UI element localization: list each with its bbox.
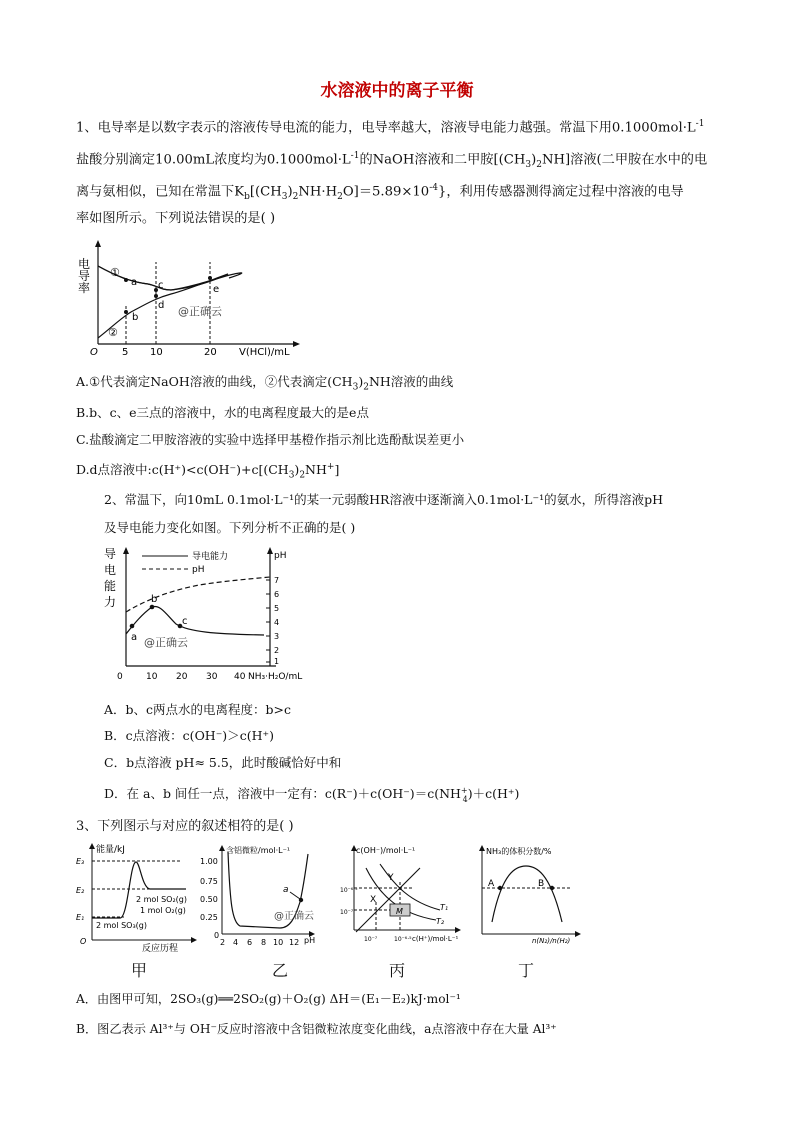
svg-text:反应历程: 反应历程 bbox=[142, 944, 179, 952]
svg-text:导: 导 bbox=[78, 269, 91, 283]
svg-text:A: A bbox=[488, 879, 495, 889]
svg-text:c: c bbox=[158, 280, 164, 291]
svg-text:5: 5 bbox=[122, 347, 129, 358]
svg-text:M: M bbox=[396, 907, 403, 916]
svg-text:B: B bbox=[538, 879, 545, 889]
svg-text:b: b bbox=[132, 312, 139, 323]
svg-text:0.75: 0.75 bbox=[200, 877, 218, 886]
svg-text:2 mol SO₂(g): 2 mol SO₂(g) bbox=[136, 895, 187, 904]
svg-text:n(N₂)/n(H₂): n(N₂)/n(H₂) bbox=[532, 937, 571, 945]
q1-line2: 盐酸分别滴定10.00mL浓度均为$0.1000mol\cdot L^{-1}$的NaOH溶液和二甲胺$[(CH_3)_2NH]$溶液(二甲胺在水中的电 bbox=[76, 151, 708, 171]
svg-text:6: 6 bbox=[247, 938, 253, 947]
svg-text:能量/kJ: 能量/kJ bbox=[96, 845, 125, 855]
svg-text:NH₃的体积分数/%: NH₃的体积分数/% bbox=[486, 847, 552, 856]
svg-text:10: 10 bbox=[150, 347, 163, 358]
svg-text:2: 2 bbox=[220, 938, 226, 947]
svg-text:pH: pH bbox=[274, 551, 287, 561]
svg-text:0.50: 0.50 bbox=[200, 895, 218, 904]
q1-line3: 离与氨相似，已知在常温下$K_b[(CH_3)_2NH\cdot H_2O]=5.89\times 10^{-4}$}，利用传感器测得滴定过程中溶液的电导 bbox=[76, 183, 684, 203]
svg-text:O: O bbox=[80, 937, 87, 946]
q3-graph-yi bbox=[200, 842, 328, 950]
svg-text:T₂: T₂ bbox=[436, 917, 445, 926]
svg-text:8: 8 bbox=[261, 938, 267, 947]
caption-yi: 乙 bbox=[272, 963, 289, 980]
svg-text:10: 10 bbox=[273, 938, 284, 947]
svg-text:a: a bbox=[131, 277, 138, 288]
q2-option-d[interactable]: D．在 a、b 间任一点，溶液中一定有：$c(R^-)+c(OH^-)=c(NH^+_4)+c(H^+)$ bbox=[104, 785, 520, 804]
svg-text:4: 4 bbox=[233, 938, 239, 947]
page-title: 水溶液中的离子平衡 bbox=[320, 81, 474, 101]
svg-text:导: 导 bbox=[104, 547, 117, 561]
q1-conductivity-graph bbox=[76, 238, 336, 360]
svg-text:力: 力 bbox=[104, 595, 117, 609]
svg-text:率: 率 bbox=[78, 281, 91, 295]
svg-text:7: 7 bbox=[274, 576, 280, 585]
svg-text:c(H⁺)/mol·L⁻¹: c(H⁺)/mol·L⁻¹ bbox=[412, 935, 459, 943]
q1-option-b[interactable]: B.b、c、e三点的溶液中，水的电离程度最大的是e点 bbox=[76, 405, 369, 420]
svg-text:10⁻⁶·⁵: 10⁻⁶·⁵ bbox=[394, 936, 412, 943]
q2-conductivity-ph-graph bbox=[104, 544, 304, 686]
svg-text:@正确云: @正确云 bbox=[178, 305, 222, 318]
svg-text:12: 12 bbox=[289, 938, 300, 947]
svg-text:电: 电 bbox=[104, 563, 117, 577]
q3-graph-bing bbox=[340, 842, 468, 952]
q3-graph-ding bbox=[474, 842, 584, 950]
svg-text:Y: Y bbox=[388, 873, 394, 883]
svg-text:@正确云: @正确云 bbox=[144, 636, 188, 649]
svg-text:pH: pH bbox=[192, 565, 205, 575]
svg-text:30: 30 bbox=[206, 672, 218, 682]
svg-text:1 mol O₂(g): 1 mol O₂(g) bbox=[140, 906, 186, 915]
q2-line2: 及导电能力变化如图。下列分析不正确的是( ) bbox=[104, 520, 356, 535]
svg-text:d: d bbox=[158, 300, 165, 311]
svg-text:3: 3 bbox=[274, 632, 280, 641]
svg-text:10: 10 bbox=[146, 672, 158, 682]
svg-text:c(OH⁻)/mol·L⁻¹: c(OH⁻)/mol·L⁻¹ bbox=[356, 846, 416, 855]
svg-text:10⁻⁶·⁵: 10⁻⁶·⁵ bbox=[340, 887, 358, 894]
svg-text:@正确云: @正确云 bbox=[274, 911, 314, 922]
svg-text:pH: pH bbox=[304, 936, 316, 945]
svg-text:e: e bbox=[213, 284, 220, 295]
q1-line4: 率如图所示。下列说法错误的是( ) bbox=[76, 211, 276, 226]
caption-bing: 丙 bbox=[389, 963, 406, 980]
q2-option-b[interactable]: B．c点溶液：c(OH⁻)＞c(H⁺) bbox=[104, 728, 274, 743]
svg-text:5: 5 bbox=[274, 604, 280, 613]
svg-text:2: 2 bbox=[274, 646, 280, 655]
svg-text:T₁: T₁ bbox=[440, 903, 449, 912]
svg-text:E₃: E₃ bbox=[76, 857, 85, 866]
caption-ding: 丁 bbox=[518, 963, 535, 980]
svg-text:40: 40 bbox=[234, 672, 246, 682]
q3-option-a[interactable]: A．由图甲可知，2SO₃(g)══2SO₂(g)＋O₂(g) ΔH＝(E₁－E₂)kJ·mol⁻¹ bbox=[76, 992, 461, 1006]
svg-text:b: b bbox=[151, 594, 158, 605]
q3-option-b[interactable]: B．图乙表示 Al³⁺与 OH⁻反应时溶液中含铝微粒浓度变化曲线，a点溶液中存在大量 Al³⁺ bbox=[76, 1022, 557, 1036]
q3-graph-jia bbox=[76, 840, 200, 952]
svg-text:2 mol SO₃(g): 2 mol SO₃(g) bbox=[96, 921, 147, 930]
svg-text:V(HCl)/mL: V(HCl)/mL bbox=[239, 347, 290, 358]
q3-line1: 3、下列图示与对应的叙述相符的是( ) bbox=[76, 819, 294, 834]
q1-option-c[interactable]: C.盐酸滴定二甲胺溶液的实验中选择甲基橙作指示剂比选酚酞误差更小 bbox=[76, 432, 465, 447]
svg-text:0: 0 bbox=[117, 672, 123, 682]
q1-option-d[interactable]: D.d点溶液中$:c(H^+)<c(OH^-)+c[(CH_3)_2NH^+]$ bbox=[76, 461, 340, 481]
svg-text:20: 20 bbox=[176, 672, 188, 682]
svg-text:X: X bbox=[370, 895, 377, 905]
svg-text:4: 4 bbox=[274, 618, 280, 627]
svg-text:含铝微粒/mol·L⁻¹: 含铝微粒/mol·L⁻¹ bbox=[226, 846, 291, 855]
svg-text:O: O bbox=[90, 347, 98, 358]
q2-option-c[interactable]: C．b点溶液 pH≈ 5.5，此时酸碱恰好中和 bbox=[104, 755, 342, 770]
svg-text:导电能力: 导电能力 bbox=[192, 552, 229, 562]
svg-text:②: ② bbox=[108, 326, 118, 339]
svg-text:1.00: 1.00 bbox=[200, 857, 218, 866]
svg-text:E₂: E₂ bbox=[76, 886, 85, 895]
svg-text:E₁: E₁ bbox=[76, 913, 85, 922]
svg-text:a: a bbox=[283, 885, 289, 895]
svg-text:10⁻⁷: 10⁻⁷ bbox=[340, 909, 354, 916]
q1-line1: 1、电导率是以数字表示的溶液传导电流的能力，电导率越大，溶液导电能力越强。常温下用$0.1000mol\cdot L^{-1}$ bbox=[76, 119, 705, 136]
svg-text:0: 0 bbox=[214, 931, 220, 940]
svg-text:10⁻⁷: 10⁻⁷ bbox=[364, 936, 378, 943]
svg-text:0.25: 0.25 bbox=[200, 913, 218, 922]
caption-jia: 甲 bbox=[131, 963, 148, 980]
q2-line1: 2、常温下，向10mL 0.1mol·L⁻¹的某一元弱酸HR溶液中逐渐滴入0.1mol·L⁻¹的氨水，所得溶液pH bbox=[104, 492, 663, 507]
svg-text:c: c bbox=[182, 616, 188, 627]
svg-text:20: 20 bbox=[204, 347, 217, 358]
svg-text:NH₃·H₂O/mL: NH₃·H₂O/mL bbox=[248, 672, 303, 682]
svg-text:电: 电 bbox=[78, 257, 91, 271]
q1-option-a[interactable]: A.①代表滴定NaOH溶液的曲线，②代表滴定$(CH_3)_2NH$溶液的曲线 bbox=[76, 374, 454, 393]
svg-text:6: 6 bbox=[274, 590, 280, 599]
svg-text:能: 能 bbox=[104, 579, 117, 593]
svg-text:1: 1 bbox=[274, 657, 280, 666]
q2-option-a[interactable]: A．b、c两点水的电离程度：b>c bbox=[104, 702, 292, 717]
svg-text:①: ① bbox=[110, 266, 120, 279]
svg-text:a: a bbox=[131, 632, 138, 643]
